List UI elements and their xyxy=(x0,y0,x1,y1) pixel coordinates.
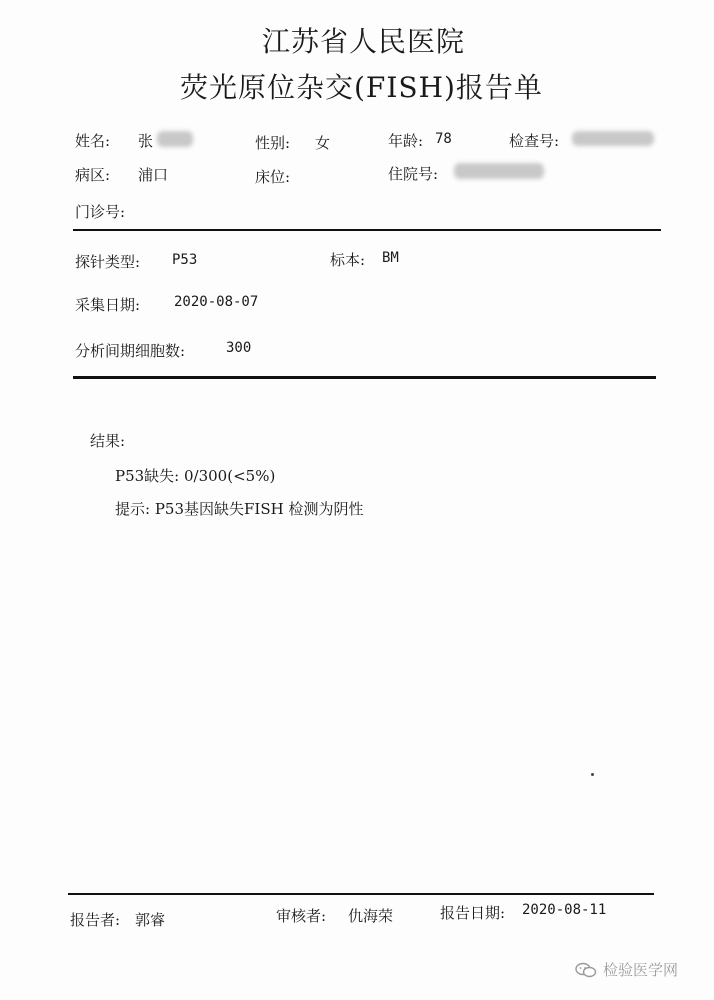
report-date-label: 报告日期: xyxy=(440,904,506,922)
divider-middle xyxy=(73,376,656,379)
watermark xyxy=(575,959,678,980)
exam-no-redaction xyxy=(572,131,654,146)
age-label: 年龄: xyxy=(388,132,424,150)
reporter-value: 郭睿 xyxy=(135,911,166,929)
cells-value: 300 xyxy=(226,340,252,356)
ward-label: 病区: xyxy=(75,166,111,184)
reviewer-label: 审核者: xyxy=(276,907,327,925)
hospital-name: 江苏省人民医院 xyxy=(262,25,466,58)
divider-bottom xyxy=(68,893,654,895)
ward-value: 浦口 xyxy=(138,166,169,184)
outpatient-label: 门诊号: xyxy=(75,203,126,221)
reporter-label: 报告者: xyxy=(70,911,121,929)
probe-value: P53 xyxy=(172,252,198,268)
bed-label: 床位: xyxy=(255,168,291,186)
specimen-label: 标本: xyxy=(330,251,366,269)
report-title: 荧光原位杂交(FISH)报告单 xyxy=(180,71,543,104)
result-title: 结果: xyxy=(90,432,126,450)
collect-value: 2020-08-07 xyxy=(174,294,259,310)
age-value: 78 xyxy=(435,131,452,147)
admission-label: 住院号: xyxy=(388,165,439,183)
cells-label: 分析间期细胞数: xyxy=(75,342,186,360)
page-speck xyxy=(591,773,594,776)
name-value: 张 xyxy=(138,132,154,150)
reviewer-value: 仇海荣 xyxy=(348,907,394,925)
name-redaction xyxy=(157,131,193,147)
probe-label: 探针类型: xyxy=(75,253,141,271)
sex-value: 女 xyxy=(315,134,331,152)
wechat-icon xyxy=(575,962,597,978)
watermark-text: 检验医学网 xyxy=(603,961,679,979)
sex-label: 性别: xyxy=(255,134,291,152)
result-line-2: 提示: P53基因缺失FISH 检测为阴性 xyxy=(115,500,364,518)
admission-redaction xyxy=(454,163,544,179)
report-date-value: 2020-08-11 xyxy=(522,902,607,918)
name-label: 姓名: xyxy=(75,132,111,150)
collect-label: 采集日期: xyxy=(75,296,141,314)
divider-top xyxy=(73,229,661,231)
result-line-1: P53缺失: 0/300(<5%) xyxy=(115,467,276,485)
specimen-value: BM xyxy=(382,250,399,266)
exam-no-label: 检查号: xyxy=(509,132,560,150)
